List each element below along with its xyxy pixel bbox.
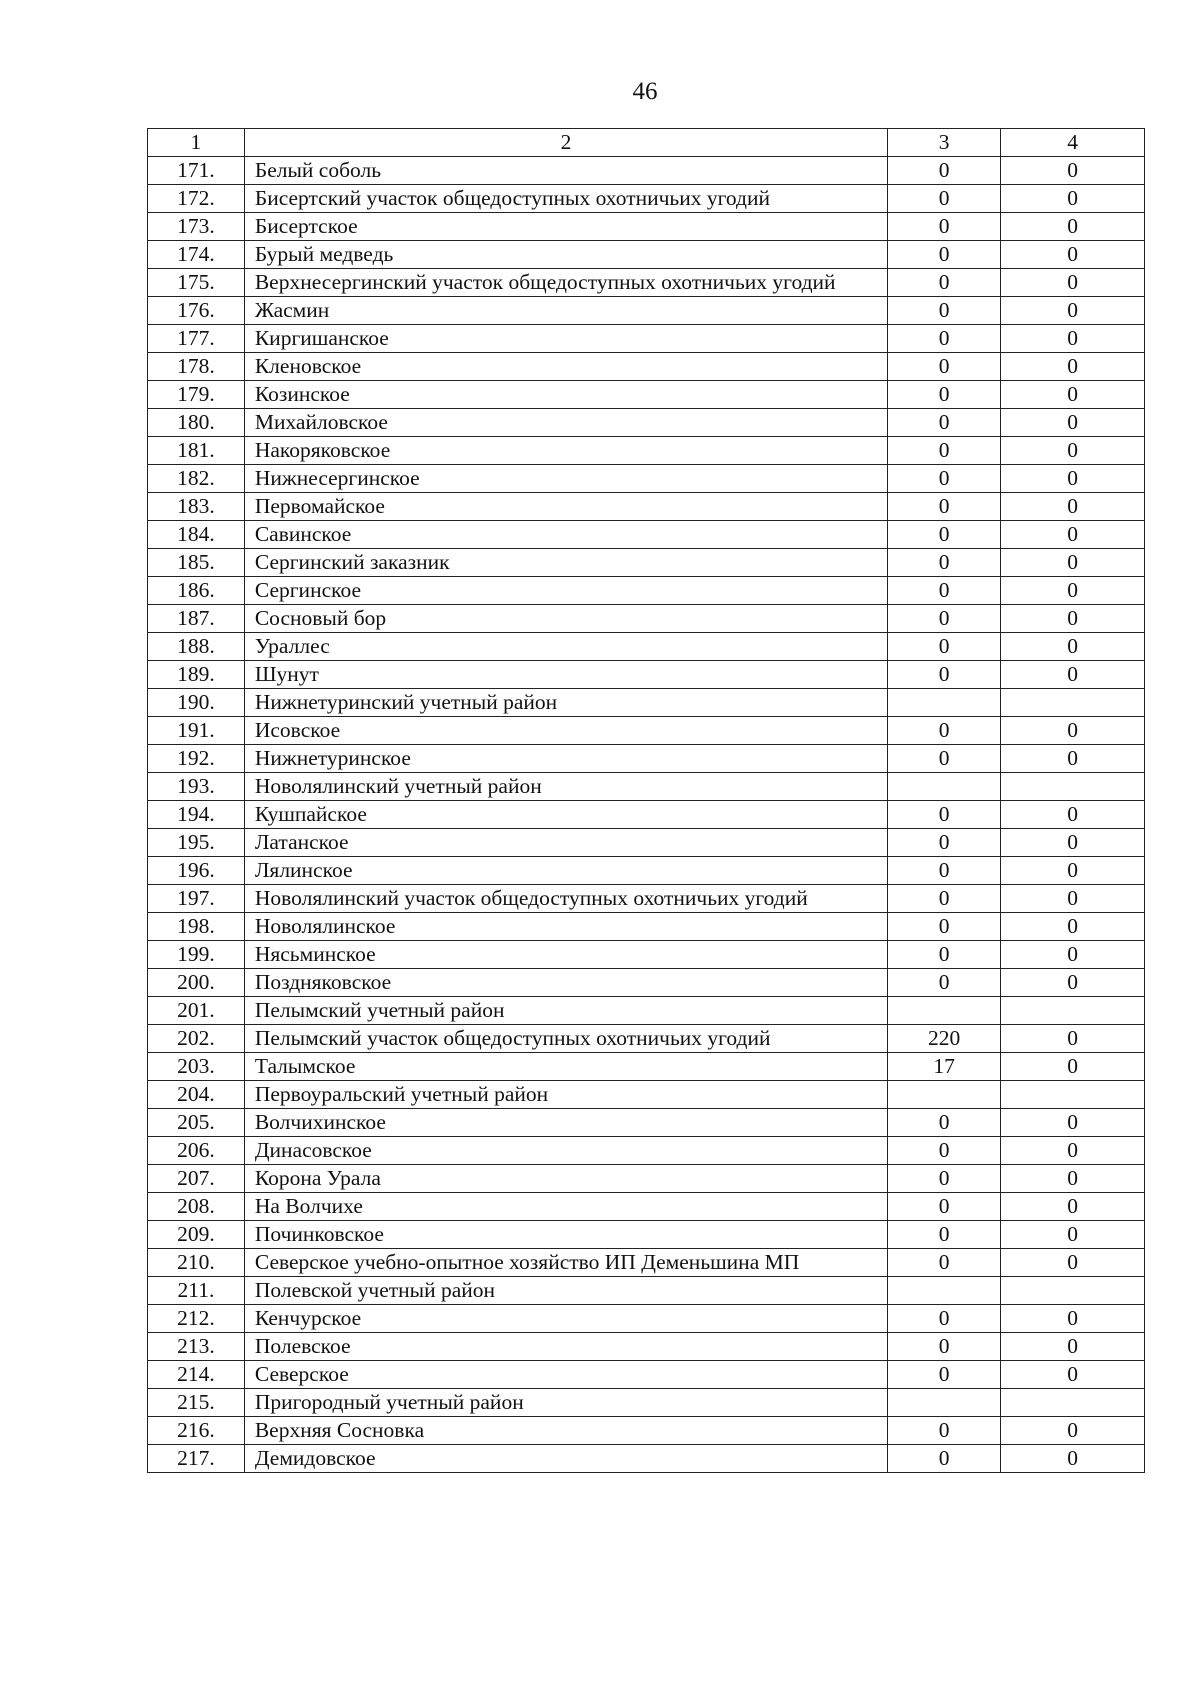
table-row [148,269,1145,297]
value-col4-cell: 0 [1001,1417,1145,1445]
header-cell-3: 3 [888,129,1001,157]
row-number-cell: 205. [148,1109,245,1137]
table-row [148,1389,1145,1417]
table-row [148,241,1145,269]
row-number-cell: 190. [148,689,245,717]
row-number-cell: 209. [148,1221,245,1249]
value-col3-cell: 0 [888,829,1001,857]
value-col4-cell: 0 [1001,437,1145,465]
value-col4-cell: 0 [1001,269,1145,297]
value-col3-cell: 0 [888,661,1001,689]
value-col3-cell: 0 [888,493,1001,521]
value-col3-cell: 0 [888,1417,1001,1445]
value-col4-cell: 0 [1001,717,1145,745]
value-col4-cell: 0 [1001,1193,1145,1221]
value-col3-cell: 0 [888,241,1001,269]
table-row [148,913,1145,941]
table-body [148,129,1145,1473]
value-col3-cell: 0 [888,521,1001,549]
name-cell: Сергинское [244,577,887,605]
row-number-cell: 172. [148,185,245,213]
value-col3-cell: 0 [888,1165,1001,1193]
value-col3-cell [888,689,1001,717]
value-col3-cell: 0 [888,605,1001,633]
table-row [148,1445,1145,1473]
table-row [148,829,1145,857]
name-cell: Накоряковское [244,437,887,465]
name-cell: Ураллес [244,633,887,661]
value-col4-cell [1001,1081,1145,1109]
row-number-cell: 216. [148,1417,245,1445]
row-number-cell: 179. [148,381,245,409]
value-col3-cell: 17 [888,1053,1001,1081]
value-col4-cell: 0 [1001,353,1145,381]
row-number-cell: 185. [148,549,245,577]
value-col4-cell: 0 [1001,605,1145,633]
row-number-cell: 196. [148,857,245,885]
table-row [148,773,1145,801]
value-col3-cell [888,773,1001,801]
row-number-cell: 182. [148,465,245,493]
value-col4-cell: 0 [1001,1221,1145,1249]
name-cell: Верхняя Сосновка [244,1417,887,1445]
table-row [148,549,1145,577]
name-cell: Бисертский участок общедоступных охотничьих угодий [244,185,887,213]
table-row [148,1333,1145,1361]
value-col4-cell: 0 [1001,661,1145,689]
value-col4-cell [1001,1277,1145,1305]
value-col3-cell: 0 [888,1445,1001,1473]
table-row [148,1249,1145,1277]
value-col4-cell: 0 [1001,241,1145,269]
value-col4-cell: 0 [1001,1249,1145,1277]
value-col4-cell: 0 [1001,1137,1145,1165]
value-col3-cell [888,1389,1001,1417]
value-col3-cell: 0 [888,941,1001,969]
name-cell: Пелымский учетный район [244,997,887,1025]
value-col4-cell: 0 [1001,1165,1145,1193]
table-row [148,717,1145,745]
name-cell: Кенчурское [244,1305,887,1333]
table-row [148,1277,1145,1305]
value-col4-cell: 0 [1001,633,1145,661]
row-number-cell: 197. [148,885,245,913]
row-number-cell: 184. [148,521,245,549]
table-row [148,1165,1145,1193]
row-number-cell: 180. [148,409,245,437]
value-col3-cell: 0 [888,1305,1001,1333]
name-cell: Полевское [244,1333,887,1361]
value-col3-cell: 0 [888,185,1001,213]
value-col4-cell [1001,689,1145,717]
value-col3-cell: 0 [888,1333,1001,1361]
value-col3-cell: 0 [888,213,1001,241]
table-row [148,1221,1145,1249]
value-col3-cell: 0 [888,549,1001,577]
table-header-row [148,129,1145,157]
name-cell: На Волчихе [244,1193,887,1221]
table-row [148,1137,1145,1165]
value-col3-cell: 0 [888,1193,1001,1221]
row-number-cell: 173. [148,213,245,241]
value-col4-cell: 0 [1001,493,1145,521]
name-cell: Бисертское [244,213,887,241]
row-number-cell: 212. [148,1305,245,1333]
value-col3-cell: 0 [888,913,1001,941]
value-col3-cell [888,1277,1001,1305]
name-cell: Киргишанское [244,325,887,353]
value-col4-cell [1001,1389,1145,1417]
table-row [148,325,1145,353]
name-cell: Волчихинское [244,1109,887,1137]
row-number-cell: 203. [148,1053,245,1081]
header-cell-4: 4 [1001,129,1145,157]
value-col4-cell: 0 [1001,381,1145,409]
row-number-cell: 189. [148,661,245,689]
row-number-cell: 193. [148,773,245,801]
name-cell: Починковское [244,1221,887,1249]
table-row [148,521,1145,549]
table-row [148,997,1145,1025]
row-number-cell: 174. [148,241,245,269]
name-cell: Бурый медведь [244,241,887,269]
row-number-cell: 204. [148,1081,245,1109]
value-col4-cell [1001,773,1145,801]
row-number-cell: 191. [148,717,245,745]
value-col3-cell: 0 [888,633,1001,661]
value-col3-cell: 0 [888,857,1001,885]
header-cell-2: 2 [244,129,887,157]
value-col3-cell: 0 [888,1249,1001,1277]
value-col4-cell: 0 [1001,1025,1145,1053]
value-col4-cell: 0 [1001,465,1145,493]
row-number-cell: 181. [148,437,245,465]
name-cell: Талымское [244,1053,887,1081]
value-col4-cell: 0 [1001,885,1145,913]
value-col3-cell: 0 [888,1137,1001,1165]
value-col3-cell: 0 [888,969,1001,997]
row-number-cell: 201. [148,997,245,1025]
name-cell: Латанское [244,829,887,857]
name-cell: Новолялинский учетный район [244,773,887,801]
name-cell: Северское учебно-опытное хозяйство ИП Деменьшина МП [244,1249,887,1277]
value-col4-cell: 0 [1001,913,1145,941]
value-col3-cell: 0 [888,801,1001,829]
name-cell: Пелымский участок общедоступных охотничьих угодий [244,1025,887,1053]
value-col3-cell: 0 [888,577,1001,605]
value-col3-cell [888,997,1001,1025]
value-col4-cell: 0 [1001,1305,1145,1333]
row-number-cell: 199. [148,941,245,969]
table-row [148,157,1145,185]
row-number-cell: 177. [148,325,245,353]
value-col4-cell: 0 [1001,521,1145,549]
name-cell: Корона Урала [244,1165,887,1193]
value-col4-cell: 0 [1001,1053,1145,1081]
name-cell: Нижнетуринское [244,745,887,773]
table-row [148,969,1145,997]
value-col4-cell: 0 [1001,577,1145,605]
value-col4-cell: 0 [1001,1333,1145,1361]
table-row [148,689,1145,717]
table-row [148,185,1145,213]
header-cell-1: 1 [148,129,245,157]
name-cell: Нижнетуринский учетный район [244,689,887,717]
name-cell: Козинское [244,381,887,409]
row-number-cell: 178. [148,353,245,381]
value-col3-cell: 0 [888,297,1001,325]
table-row [148,633,1145,661]
row-number-cell: 202. [148,1025,245,1053]
name-cell: Поздняковское [244,969,887,997]
value-col3-cell: 0 [888,885,1001,913]
value-col3-cell: 0 [888,381,1001,409]
value-col3-cell: 0 [888,1361,1001,1389]
name-cell: Жасмин [244,297,887,325]
table-row [148,1053,1145,1081]
name-cell: Нясьминское [244,941,887,969]
row-number-cell: 210. [148,1249,245,1277]
name-cell: Шунут [244,661,887,689]
name-cell: Нижнесергинское [244,465,887,493]
row-number-cell: 175. [148,269,245,297]
page-number: 46 [632,78,658,105]
value-col4-cell: 0 [1001,549,1145,577]
row-number-cell: 198. [148,913,245,941]
table-row [148,353,1145,381]
value-col3-cell: 0 [888,745,1001,773]
row-number-cell: 176. [148,297,245,325]
name-cell: Динасовское [244,1137,887,1165]
row-number-cell: 200. [148,969,245,997]
name-cell: Кушпайское [244,801,887,829]
value-col4-cell: 0 [1001,157,1145,185]
name-cell: Кленовское [244,353,887,381]
row-number-cell: 214. [148,1361,245,1389]
value-col4-cell [1001,997,1145,1025]
value-col3-cell [888,1081,1001,1109]
name-cell: Исовское [244,717,887,745]
row-number-cell: 207. [148,1165,245,1193]
value-col3-cell: 0 [888,157,1001,185]
name-cell: Савинское [244,521,887,549]
value-col3-cell: 0 [888,325,1001,353]
name-cell: Северское [244,1361,887,1389]
name-cell: Пригородный учетный район [244,1389,887,1417]
row-number-cell: 192. [148,745,245,773]
name-cell: Первоуральский учетный район [244,1081,887,1109]
row-number-cell: 217. [148,1445,245,1473]
name-cell: Верхнесергинский участок общедоступных охотничьих угодий [244,269,887,297]
table-row [148,437,1145,465]
value-col4-cell: 0 [1001,213,1145,241]
row-number-cell: 188. [148,633,245,661]
name-cell: Михайловское [244,409,887,437]
value-col4-cell: 0 [1001,297,1145,325]
row-number-cell: 195. [148,829,245,857]
row-number-cell: 206. [148,1137,245,1165]
table-row [148,1417,1145,1445]
table-row [148,1081,1145,1109]
value-col3-cell: 220 [888,1025,1001,1053]
table-row [148,1025,1145,1053]
value-col3-cell: 0 [888,409,1001,437]
table-row [148,381,1145,409]
value-col3-cell: 0 [888,1109,1001,1137]
row-number-cell: 213. [148,1333,245,1361]
table-row [148,493,1145,521]
value-col4-cell: 0 [1001,941,1145,969]
table-row [148,297,1145,325]
value-col3-cell: 0 [888,437,1001,465]
table-row [148,605,1145,633]
value-col3-cell: 0 [888,353,1001,381]
row-number-cell: 208. [148,1193,245,1221]
value-col3-cell: 0 [888,1221,1001,1249]
row-number-cell: 171. [148,157,245,185]
table-row [148,941,1145,969]
table-row [148,857,1145,885]
name-cell: Сосновый бор [244,605,887,633]
table-row [148,661,1145,689]
value-col4-cell: 0 [1001,857,1145,885]
name-cell: Белый соболь [244,157,887,185]
row-number-cell: 211. [148,1277,245,1305]
name-cell: Демидовское [244,1445,887,1473]
row-number-cell: 215. [148,1389,245,1417]
row-number-cell: 183. [148,493,245,521]
value-col4-cell: 0 [1001,1445,1145,1473]
table-row [148,465,1145,493]
value-col4-cell: 0 [1001,801,1145,829]
value-col3-cell: 0 [888,269,1001,297]
name-cell: Новолялинский участок общедоступных охотничьих угодий [244,885,887,913]
value-col3-cell: 0 [888,465,1001,493]
value-col3-cell: 0 [888,717,1001,745]
value-col4-cell: 0 [1001,1361,1145,1389]
table-row [148,409,1145,437]
name-cell: Лялинское [244,857,887,885]
name-cell: Первомайское [244,493,887,521]
table-row [148,745,1145,773]
table-row [148,801,1145,829]
row-number-cell: 186. [148,577,245,605]
table-row [148,1305,1145,1333]
name-cell: Полевской учетный район [244,1277,887,1305]
value-col4-cell: 0 [1001,409,1145,437]
value-col4-cell: 0 [1001,325,1145,353]
data-table [147,128,1145,1473]
value-col4-cell: 0 [1001,1109,1145,1137]
row-number-cell: 187. [148,605,245,633]
table-row [148,885,1145,913]
table-row [148,1193,1145,1221]
name-cell: Новолялинское [244,913,887,941]
value-col4-cell: 0 [1001,745,1145,773]
value-col4-cell: 0 [1001,185,1145,213]
table-row [148,213,1145,241]
table-row [148,1361,1145,1389]
value-col4-cell: 0 [1001,829,1145,857]
table-row [148,1109,1145,1137]
row-number-cell: 194. [148,801,245,829]
table-row [148,577,1145,605]
name-cell: Сергинский заказник [244,549,887,577]
value-col4-cell: 0 [1001,969,1145,997]
